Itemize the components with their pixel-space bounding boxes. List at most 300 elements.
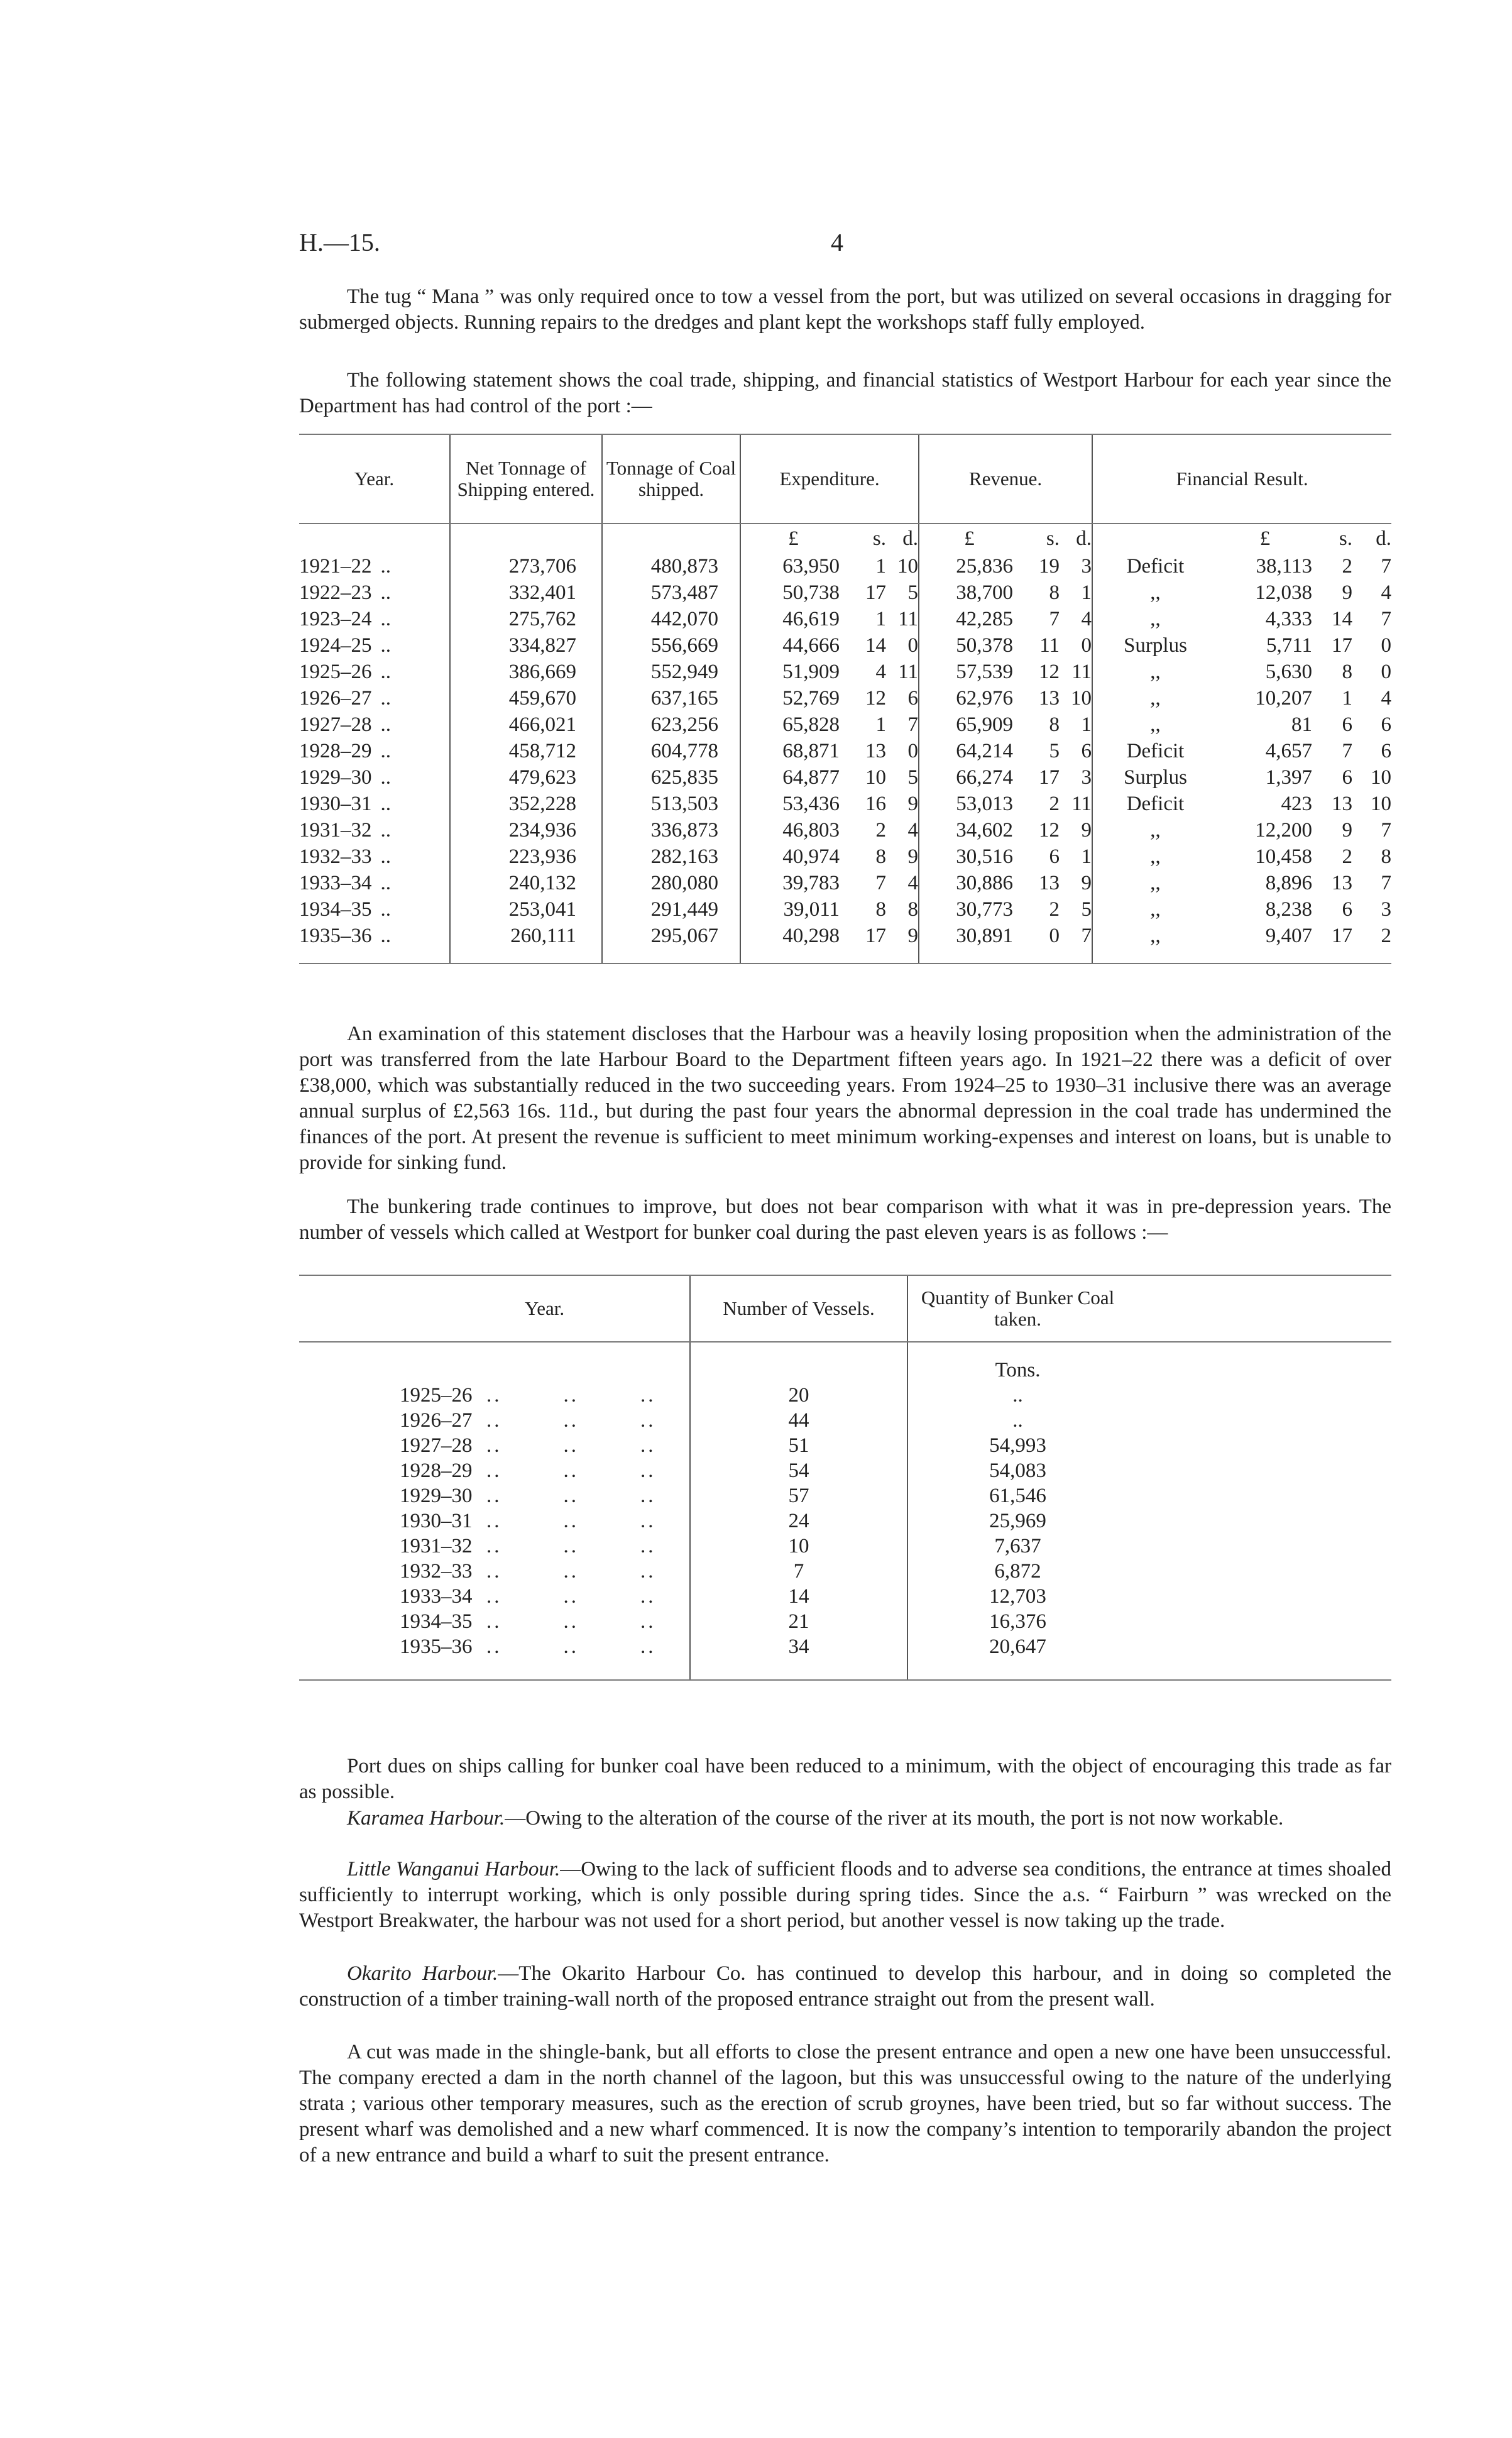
bunker-quantity-cell: 54,083 (907, 1458, 1127, 1483)
table-row (299, 764, 1391, 791)
revenue-pounds-cell: 62,976 (919, 685, 1019, 711)
year-label: 1926–27 (299, 687, 372, 710)
net-tonnage-cell: 260,111 (450, 923, 602, 964)
year-cell (299, 606, 450, 632)
net-tonnage-cell: 466,021 (450, 711, 602, 738)
revenue-pence-cell: 11 (1071, 793, 1092, 815)
year-cell (299, 870, 450, 896)
coal-shipped-cell: 442,070 (602, 606, 740, 632)
leader-dots: .. (380, 608, 391, 630)
revenue-pounds-cell: 30,773 (919, 896, 1019, 923)
net-tonnage-cell: 253,041 (450, 896, 602, 923)
paragraph-tug-mana: The tug “ Mana ” was only required once to tow a vessel from the port, but was utilized on several occasions in dragging for submerged objects. Running repairs to the dredges and plant kept the workshops staff fully employed. (299, 285, 1391, 334)
header-year: Year. (299, 434, 450, 524)
expenditure-pence-cell: 8 (907, 898, 919, 921)
revenue-pounds-cell: 30,891 (919, 923, 1019, 964)
vessel-count-cell: 7 (690, 1559, 907, 1584)
revenue-pounds-cell: 50,378 (919, 632, 1019, 659)
result-pounds-cell: 81 (1291, 713, 1313, 736)
result-pence-cell: 7 (1381, 872, 1392, 894)
year-cell (299, 553, 450, 579)
coal-shipped-cell: 280,080 (602, 870, 740, 896)
leader-dots: .. (380, 581, 391, 604)
leader-dots: .. .. .. (486, 1409, 656, 1432)
expenditure-shillings-cell: 1 (875, 555, 886, 578)
coal-shipped-cell: 282,163 (602, 843, 740, 870)
spacer-cell (1127, 1584, 1391, 1609)
spacer-cell (299, 1408, 400, 1433)
expenditure-shillings-cell: 10 (865, 766, 886, 789)
vessel-count-cell: 21 (690, 1609, 907, 1634)
result-shillings-cell: 9 (1342, 819, 1353, 842)
year-cell (299, 659, 450, 685)
result-type-cell: Deficit (1092, 738, 1218, 764)
vessel-count-cell: 51 (690, 1433, 907, 1458)
year-label: 1925–26 (299, 661, 372, 683)
leader-dots: .. (380, 687, 391, 710)
spacer-cell (299, 1584, 400, 1609)
spacer-cell (1127, 1408, 1391, 1433)
result-shillings-cell: 17 (1332, 634, 1353, 657)
revenue-pounds-cell: 30,886 (919, 870, 1019, 896)
revenue-pounds-cell: 66,274 (919, 764, 1019, 791)
table-row (299, 606, 1391, 632)
bunker-year-cell: 1925–26 (400, 1384, 473, 1407)
table-row (299, 896, 1391, 923)
paragraph-okarito: Okarito Harbour.—The Okarito Harbour Co. has continued to develop this harbour, and in doing so completed the construction of a timber training-wall north of the proposed entrance straight out from the present wall. (299, 1962, 1391, 2011)
spacer-cell (1127, 1559, 1391, 1584)
revenue-pence-cell: 10 (1071, 687, 1092, 710)
result-pence-cell: 6 (1381, 740, 1392, 762)
table-row (299, 1534, 1391, 1559)
spacer-cell (299, 1609, 400, 1634)
revenue-pence-cell: 11 (1071, 661, 1092, 683)
bunker-year-cell: 1929–30 (400, 1485, 473, 1507)
result-pence-cell: 10 (1371, 793, 1392, 815)
spacer-cell (299, 1534, 400, 1559)
table-row (299, 579, 1391, 606)
spacer-cell (299, 1383, 400, 1408)
revenue-shillings-cell: 12 (1039, 661, 1060, 683)
leader-dots: .. (380, 713, 391, 736)
bunker-year-cell: 1927–28 (400, 1434, 473, 1457)
year-label: 1930–31 (299, 793, 372, 815)
revenue-pence-cell: 9 (1081, 872, 1092, 894)
result-type-cell: ,, (1092, 843, 1218, 870)
expenditure-pounds-cell: 39,011 (740, 896, 846, 923)
vessel-count-cell: 10 (690, 1534, 907, 1559)
unit-pound: £ (1259, 527, 1271, 550)
result-pence-cell: 4 (1381, 687, 1392, 710)
result-pounds-cell: 4,657 (1265, 740, 1313, 762)
table-row (299, 1408, 1391, 1433)
paragraph-statement-intro: The following statement shows the coal trade, shipping, and financial statistics of Westport Harbour for each year since the Department has had control of the port :— (299, 369, 1391, 417)
revenue-shillings-cell: 19 (1039, 555, 1060, 578)
expenditure-pounds-cell: 46,803 (740, 817, 846, 843)
net-tonnage-cell: 479,623 (450, 764, 602, 791)
result-type-cell: ,, (1092, 606, 1218, 632)
leader-dots: .. (380, 634, 391, 657)
westport-statistics-table (299, 434, 1391, 964)
expenditure-pence-cell: 9 (907, 793, 919, 815)
net-tonnage-cell: 273,706 (450, 553, 602, 579)
result-pounds-cell: 10,458 (1255, 845, 1313, 868)
vessel-count-cell: 44 (690, 1408, 907, 1433)
table-row (299, 685, 1391, 711)
result-pence-cell: 4 (1381, 581, 1392, 604)
expenditure-pounds-cell: 65,828 (740, 711, 846, 738)
expenditure-pounds-cell: 64,877 (740, 764, 846, 791)
leader-dots: .. .. .. (486, 1384, 656, 1407)
bunker-quantity-cell: 54,993 (907, 1433, 1127, 1458)
year-cell (299, 738, 450, 764)
result-pence-cell: 0 (1381, 634, 1392, 657)
year-label: 1933–34 (299, 872, 372, 894)
result-type-cell: ,, (1092, 817, 1218, 843)
table-row (299, 1609, 1391, 1634)
revenue-shillings-cell: 7 (1049, 608, 1060, 630)
net-tonnage-cell: 352,228 (450, 791, 602, 817)
expenditure-pence-cell: 5 (907, 581, 919, 604)
bunker-quantity-cell: 7,637 (907, 1534, 1127, 1559)
header-expenditure: Expenditure. (740, 434, 919, 524)
result-shillings-cell: 13 (1332, 793, 1353, 815)
revenue-pence-cell: 1 (1081, 581, 1092, 604)
result-pounds-cell: 10,207 (1255, 687, 1313, 710)
coal-shipped-cell: 552,949 (602, 659, 740, 685)
little-wanganui-heading: Little Wanganui Harbour. (347, 1858, 561, 1881)
paragraph-shingle-bank: A cut was made in the shingle-bank, but all efforts to close the present entrance and open a new one have been unsuccessful. The company erected a dam in the north channel of the lagoon, but this was unsuccessful owing to the nature of the underlying strata ; various other temporary measures, such as the erection of scrub groynes, have been tried, but so far without success. The present wharf was demolished and a new wharf commenced. It is now the company’s intention to temporarily abandon the project of a new entrance and build a wharf to suit the present entrance. (299, 2041, 1391, 2166)
revenue-pence-cell: 3 (1081, 766, 1092, 789)
vessel-count-cell: 24 (690, 1508, 907, 1534)
year-label: 1927–28 (299, 713, 372, 736)
year-label: 1932–33 (299, 845, 372, 868)
unit-pence: d. (1076, 527, 1092, 550)
table-row (299, 1433, 1391, 1458)
table-row (299, 1584, 1391, 1609)
result-type-cell: Deficit (1092, 791, 1218, 817)
karamea-heading: Karamea Harbour. (347, 1807, 505, 1830)
bunker-year-cell: 1930–31 (400, 1510, 473, 1532)
year-cell (299, 791, 450, 817)
result-shillings-cell: 17 (1312, 923, 1352, 964)
table-row (299, 1559, 1391, 1584)
result-type-cell: ,, (1092, 685, 1218, 711)
result-shillings-cell: 14 (1332, 608, 1353, 630)
revenue-shillings-cell: 6 (1049, 845, 1060, 868)
leader-dots: .. (380, 845, 391, 868)
year-label: 1931–32 (299, 819, 372, 842)
expenditure-shillings-cell: 4 (875, 661, 886, 683)
header-quantity-bunker-coal: Quantity of Bunker Coal taken. (907, 1275, 1127, 1342)
revenue-pounds-cell: 42,285 (919, 606, 1019, 632)
leader-dots: .. (380, 740, 391, 762)
net-tonnage-cell: 275,762 (450, 606, 602, 632)
result-pounds-cell: 5,711 (1266, 634, 1313, 657)
coal-shipped-cell: 556,669 (602, 632, 740, 659)
spacer-cell (1127, 1458, 1391, 1483)
result-pence-cell: 7 (1381, 819, 1392, 842)
expenditure-pounds-cell: 68,871 (740, 738, 846, 764)
expenditure-pence-cell: 0 (907, 634, 919, 657)
table-row (299, 659, 1391, 685)
revenue-shillings-cell: 12 (1039, 819, 1060, 842)
leader-dots: .. .. .. (486, 1634, 690, 1680)
revenue-pence-cell: 5 (1081, 898, 1092, 921)
vessel-count-cell: 34 (690, 1634, 907, 1680)
bunker-coal-table (299, 1275, 1391, 1681)
spacer-cell (299, 1508, 400, 1534)
coal-shipped-cell: 336,873 (602, 817, 740, 843)
year-label: 1921–22 (299, 555, 372, 578)
result-shillings-cell: 2 (1342, 555, 1353, 578)
coal-shipped-cell: 573,487 (602, 579, 740, 606)
leader-dots: .. (380, 819, 391, 842)
table-row (299, 1483, 1391, 1508)
expenditure-pounds-cell: 51,909 (740, 659, 846, 685)
leader-dots: .. .. .. (486, 1510, 656, 1532)
year-label: 1928–29 (299, 740, 372, 762)
header-bunker-year: Year. (400, 1275, 690, 1342)
leader-dots: .. .. .. (486, 1459, 656, 1482)
spacer-cell (299, 1483, 400, 1508)
year-label: 1929–30 (299, 766, 372, 789)
bunker-year-cell: 1931–32 (400, 1535, 473, 1557)
net-tonnage-cell: 240,132 (450, 870, 602, 896)
table-row (299, 923, 1391, 964)
revenue-pence-cell: 1 (1081, 713, 1092, 736)
expenditure-shillings-cell: 12 (865, 687, 886, 710)
header-financial-result: Financial Result. (1092, 434, 1391, 524)
bunker-year-cell: 1932–33 (400, 1560, 473, 1583)
revenue-shillings-cell: 13 (1039, 687, 1060, 710)
expenditure-pounds-cell: 50,738 (740, 579, 846, 606)
revenue-pounds-cell: 57,539 (919, 659, 1019, 685)
table-row (299, 632, 1391, 659)
revenue-shillings-cell: 17 (1039, 766, 1060, 789)
table-row (299, 738, 1391, 764)
result-type-cell: Deficit (1092, 553, 1218, 579)
result-type-cell: Surplus (1092, 632, 1218, 659)
result-type-cell: ,, (1092, 659, 1218, 685)
expenditure-shillings-cell: 1 (875, 608, 886, 630)
coal-shipped-cell: 637,165 (602, 685, 740, 711)
revenue-pence-cell: 3 (1081, 555, 1092, 578)
revenue-pence-cell: 1 (1081, 845, 1092, 868)
table-row (299, 553, 1391, 579)
net-tonnage-cell: 234,936 (450, 817, 602, 843)
paragraph-karamea: Karamea Harbour.—Owing to the alteration of the course of the river at its mouth, the port is not now workable. (347, 1807, 1284, 1830)
expenditure-shillings-cell: 13 (865, 740, 886, 762)
okarito-heading: Okarito Harbour. (347, 1962, 498, 1985)
coal-shipped-cell: 625,835 (602, 764, 740, 791)
result-pence-cell: 8 (1381, 845, 1392, 868)
leader-dots: .. .. .. (486, 1535, 656, 1557)
vessel-count-cell: 14 (690, 1584, 907, 1609)
unit-shillings: s. (872, 527, 886, 550)
spacer-cell (1127, 1634, 1391, 1680)
expenditure-shillings-cell: 8 (875, 845, 886, 868)
revenue-pounds-cell: 65,909 (919, 711, 1019, 738)
expenditure-pounds-cell: 53,436 (740, 791, 846, 817)
result-type-cell: ,, (1092, 896, 1218, 923)
revenue-shillings-cell: 13 (1039, 872, 1060, 894)
expenditure-pence-cell: 11 (898, 608, 919, 630)
year-cell (299, 632, 450, 659)
revenue-pounds-cell: 53,013 (919, 791, 1019, 817)
page-number: 4 (831, 228, 843, 256)
leader-dots: .. (380, 766, 391, 789)
unit-pence: d. (1376, 527, 1392, 550)
header-number-of-vessels: Number of Vessels. (690, 1275, 907, 1342)
expenditure-pounds-cell: 39,783 (740, 870, 846, 896)
expenditure-pence-cell: 4 (907, 819, 919, 842)
expenditure-pence-cell: 6 (907, 687, 919, 710)
vessel-count-cell: 57 (690, 1483, 907, 1508)
year-cell (299, 764, 450, 791)
revenue-shillings-cell: 5 (1049, 740, 1060, 762)
year-cell (299, 843, 450, 870)
bunker-quantity-cell: 25,969 (907, 1508, 1127, 1534)
revenue-shillings-cell: 2 (1049, 793, 1060, 815)
year-cell (299, 579, 450, 606)
year-label: 1923–24 (299, 608, 372, 630)
revenue-shillings-cell: 0 (1019, 923, 1060, 964)
result-pence-cell: 7 (1381, 608, 1392, 630)
result-pounds-cell: 1,397 (1265, 766, 1313, 789)
leader-dots: .. (380, 872, 391, 894)
coal-shipped-cell: 513,503 (602, 791, 740, 817)
table-row (299, 1508, 1391, 1534)
result-shillings-cell: 13 (1332, 872, 1353, 894)
result-shillings-cell: 6 (1342, 713, 1353, 736)
year-cell (299, 896, 450, 923)
result-pence-cell: 0 (1381, 661, 1392, 683)
leader-dots: .. .. .. (486, 1585, 656, 1608)
result-type-cell: ,, (1092, 870, 1218, 896)
expenditure-pence-cell: 0 (907, 740, 919, 762)
coal-shipped-cell: 604,778 (602, 738, 740, 764)
table-row (299, 870, 1391, 896)
expenditure-pence-cell: 5 (907, 766, 919, 789)
document-reference: H.—15. (299, 228, 380, 256)
result-pounds-cell: 8,896 (1265, 872, 1313, 894)
net-tonnage-cell: 458,712 (450, 738, 602, 764)
revenue-pounds-cell: 30,516 (919, 843, 1019, 870)
leader-dots: .. .. .. (486, 1434, 656, 1457)
spacer-cell (1127, 1508, 1391, 1534)
result-pounds-cell: 9,407 (1218, 923, 1312, 964)
revenue-pounds-cell: 38,700 (919, 579, 1019, 606)
year-label: 1935–36 (299, 925, 372, 947)
result-pounds-cell: 423 (1281, 793, 1313, 815)
revenue-pounds-cell: 34,602 (919, 817, 1019, 843)
expenditure-pence-cell: 11 (898, 661, 919, 683)
bunker-year-cell: 1928–29 (400, 1459, 473, 1482)
expenditure-shillings-cell: 17 (846, 923, 886, 964)
result-type-cell: Surplus (1092, 764, 1218, 791)
result-shillings-cell: 6 (1342, 898, 1353, 921)
year-cell (299, 817, 450, 843)
bunker-quantity-cell: 12,703 (907, 1584, 1127, 1609)
result-shillings-cell: 7 (1342, 740, 1353, 762)
expenditure-shillings-cell: 2 (875, 819, 886, 842)
bunker-quantity-cell: .. (907, 1408, 1127, 1433)
paragraph-examination: An examination of this statement discloses that the Harbour was a heavily losing proposition when the administration of the port was transferred from the late Harbour Board to the Department fifteen years ago. In 1921–22 there was a deficit of over £38,000, which was substantially reduced in the two succeeding years. From 1924–25 to 1930–31 inclusive there was an average annual surplus of £2,563 16s. 11d., but during the past four years the abnormal depression in the coal trade has undermined the finances of the port. At present the revenue is sufficient to meet minimum working-expenses and interest on loans, but is unable to provide for sinking fund. (299, 1023, 1391, 1174)
expenditure-shillings-cell: 1 (875, 713, 886, 736)
expenditure-shillings-cell: 8 (875, 898, 886, 921)
expenditure-pounds-cell: 52,769 (740, 685, 846, 711)
result-pence-cell: 3 (1381, 898, 1392, 921)
result-type-cell: ,, (1092, 923, 1218, 964)
expenditure-pounds-cell: 40,298 (740, 923, 846, 964)
expenditure-pence-cell: 9 (886, 923, 919, 964)
spacer-cell (1127, 1383, 1391, 1408)
revenue-shillings-cell: 11 (1039, 634, 1060, 657)
result-shillings-cell: 1 (1342, 687, 1353, 710)
expenditure-pence-cell: 4 (907, 872, 919, 894)
paragraph-port-dues: Port dues on ships calling for bunker coal have been reduced to a minimum, with the object of encouraging this trade as far as possible. (299, 1755, 1391, 1803)
leader-dots: .. (380, 793, 391, 815)
revenue-pence-cell: 0 (1081, 634, 1092, 657)
coal-shipped-cell: 480,873 (602, 553, 740, 579)
unit-shillings: s. (1046, 527, 1060, 550)
result-pounds-cell: 38,113 (1256, 555, 1313, 578)
expenditure-pounds-cell: 44,666 (740, 632, 846, 659)
bunker-quantity-cell: 61,546 (907, 1483, 1127, 1508)
spacer-cell (299, 1458, 400, 1483)
bunker-quantity-cell: 20,647 (907, 1634, 1127, 1680)
header-revenue: Revenue. (919, 434, 1092, 524)
result-shillings-cell: 8 (1342, 661, 1353, 683)
spacer-cell (1127, 1433, 1391, 1458)
table-row (299, 1383, 1391, 1408)
year-cell (299, 685, 450, 711)
spacer-cell (299, 1634, 400, 1680)
bunker-year-cell: 1935–36 (400, 1634, 486, 1680)
result-pounds-cell: 12,038 (1255, 581, 1313, 604)
expenditure-shillings-cell: 16 (865, 793, 886, 815)
result-shillings-cell: 2 (1342, 845, 1353, 868)
expenditure-shillings-cell: 14 (865, 634, 886, 657)
unit-pound: £ (740, 524, 846, 553)
revenue-pence-cell: 7 (1060, 923, 1092, 964)
table-row (299, 843, 1391, 870)
leader-dots: .. .. .. (486, 1560, 656, 1583)
result-shillings-cell: 9 (1342, 581, 1353, 604)
spacer-cell (1127, 1483, 1391, 1508)
bunker-year-cell: 1934–35 (400, 1610, 473, 1633)
expenditure-pounds-cell: 63,950 (740, 553, 846, 579)
unit-pence: d. (902, 527, 919, 550)
result-pounds-cell: 12,200 (1255, 819, 1313, 842)
spacer-cell (1127, 1534, 1391, 1559)
revenue-pounds-cell: 25,836 (919, 553, 1019, 579)
vessel-count-cell: 20 (690, 1383, 907, 1408)
net-tonnage-cell: 386,669 (450, 659, 602, 685)
result-pence-cell: 10 (1371, 766, 1392, 789)
revenue-shillings-cell: 2 (1049, 898, 1060, 921)
expenditure-shillings-cell: 17 (865, 581, 886, 604)
revenue-pence-cell: 9 (1081, 819, 1092, 842)
header-coal-shipped: Tonnage of Coal shipped. (602, 434, 740, 524)
net-tonnage-cell: 332,401 (450, 579, 602, 606)
result-shillings-cell: 6 (1342, 766, 1353, 789)
expenditure-pounds-cell: 40,974 (740, 843, 846, 870)
unit-tons: Tons. (907, 1342, 1127, 1383)
leader-dots: .. (380, 661, 391, 683)
table-row (299, 791, 1391, 817)
